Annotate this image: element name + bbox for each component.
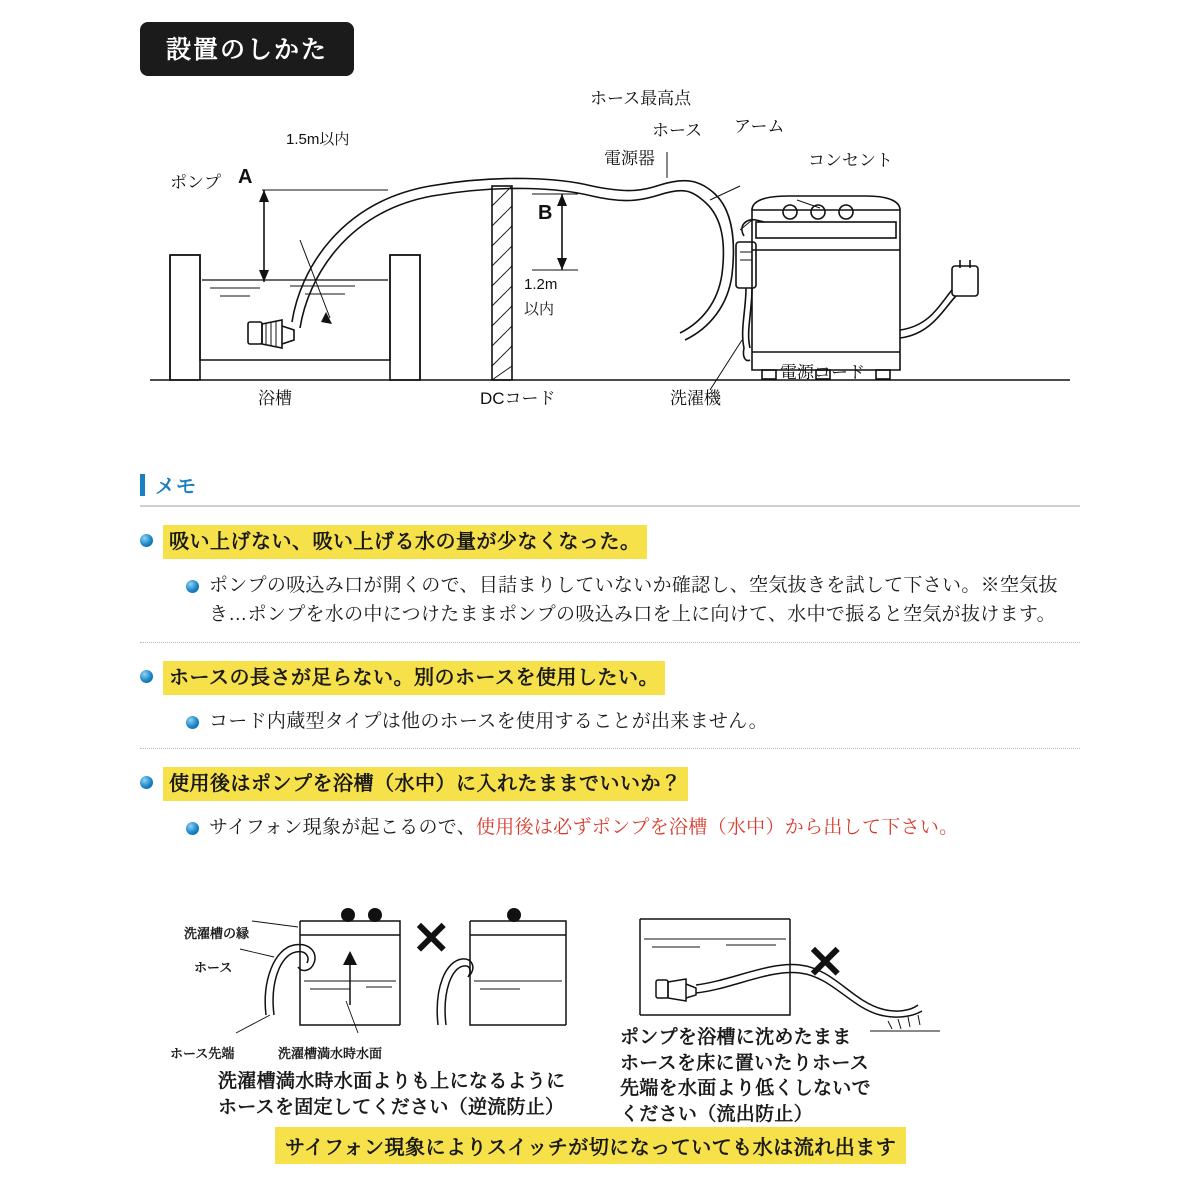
caption-tub-edge: 洗濯槽の縁	[184, 926, 250, 941]
note-right-line2: ホースを床に置いたりホース	[620, 1052, 870, 1074]
memo-question-row	[140, 661, 1080, 695]
memo-answer: ポンプの吸込み口が開くので、目詰まりしていないか確認し、空気抜きを試して下さい。※空気抜き…ポンプを水の中につけたままポンプの吸込み口を上に向けて、水中で振ると空気が抜けます。	[209, 575, 1058, 626]
page-title: 設置のしかた	[140, 22, 354, 76]
installation-diagram-svg	[140, 90, 1080, 390]
figures-section	[170, 905, 1050, 1175]
label-bathtub: 浴槽	[258, 389, 292, 408]
bullet-icon	[186, 822, 199, 835]
note-left	[218, 1069, 565, 1120]
memo-question: 吸い上げない、吸い上げる水の量が少なくなった。	[163, 525, 647, 559]
label-power-unit: 電源器	[604, 149, 655, 168]
label-dc-cord: DCコード	[480, 389, 556, 408]
label-dim-b: B	[538, 202, 553, 224]
x-mark-icon: ✕	[806, 936, 845, 988]
memo-answer-plain: サイフォン現象が起こるので、	[209, 817, 476, 839]
bullet-icon	[140, 776, 153, 789]
note-right-line1: ポンプを浴槽に沈めたまま	[620, 1027, 852, 1048]
label-dim-a: A	[238, 166, 253, 188]
label-outlet: コンセント	[808, 151, 893, 170]
label-hose-top: ホース最高点	[590, 89, 692, 108]
label-power-cord: 電源コード	[780, 363, 865, 382]
memo-answer-row	[186, 571, 1080, 630]
caption-hose-tip: ホース先端	[170, 1046, 235, 1061]
memo-accent-bar	[140, 474, 145, 496]
installation-diagram	[140, 89, 1080, 408]
memo-answer: コード内蔵型タイプは他のホースを使用することが出来ません。	[209, 710, 768, 732]
label-arm: アーム	[734, 117, 785, 136]
x-mark-icon: ✕	[412, 912, 451, 964]
note-left-line1: 洗濯槽満水時水面よりも上になるように	[218, 1071, 566, 1092]
note-right-line3: 先端を水面より低くしないで	[620, 1078, 871, 1100]
memo-item	[140, 749, 1080, 854]
memo-question: ホースの長さが足らない。別のホースを使用したい。	[163, 661, 665, 695]
memo-answer-row	[186, 813, 1080, 842]
note-right	[620, 1025, 871, 1128]
memo-item	[140, 643, 1080, 749]
label-washer: 洗濯機	[670, 389, 721, 408]
memo-item	[140, 507, 1080, 643]
memo-section	[140, 470, 1080, 855]
bullet-icon	[186, 716, 199, 729]
note-right-line4: ください（流出防止）	[620, 1103, 814, 1125]
memo-answer-row	[186, 707, 1080, 736]
bullet-icon	[186, 580, 199, 593]
label-dim-b-limit-1: 1.2m	[524, 276, 558, 293]
memo-answer	[209, 813, 959, 842]
caption-full-water-level: 洗濯槽満水時水面	[278, 1046, 383, 1061]
caption-hose: ホース	[194, 960, 233, 975]
memo-answer-warning: 使用後は必ずポンプを浴槽（水中）から出して下さい。	[475, 817, 959, 839]
memo-question: 使用後はポンプを浴槽（水中）に入れたままでいいか？	[163, 767, 688, 801]
bullet-icon	[140, 670, 153, 683]
memo-question-row	[140, 767, 1080, 801]
memo-header	[140, 470, 1080, 507]
note-left-line2: ホースを固定してください（逆流防止）	[218, 1096, 565, 1118]
memo-question-row	[140, 525, 1080, 559]
label-dim-b-limit-2: 以内	[524, 301, 555, 318]
siphon-banner: サイフォン現象によりスイッチが切になっていても水は流れ出ます	[275, 1127, 906, 1164]
label-hose: ホース	[652, 121, 703, 140]
memo-title: メモ	[155, 476, 197, 498]
label-dim-a-limit: 1.5m以内	[286, 131, 350, 148]
label-pump: ポンプ	[170, 173, 221, 192]
installation-section	[140, 22, 1080, 408]
bullet-icon	[140, 534, 153, 547]
